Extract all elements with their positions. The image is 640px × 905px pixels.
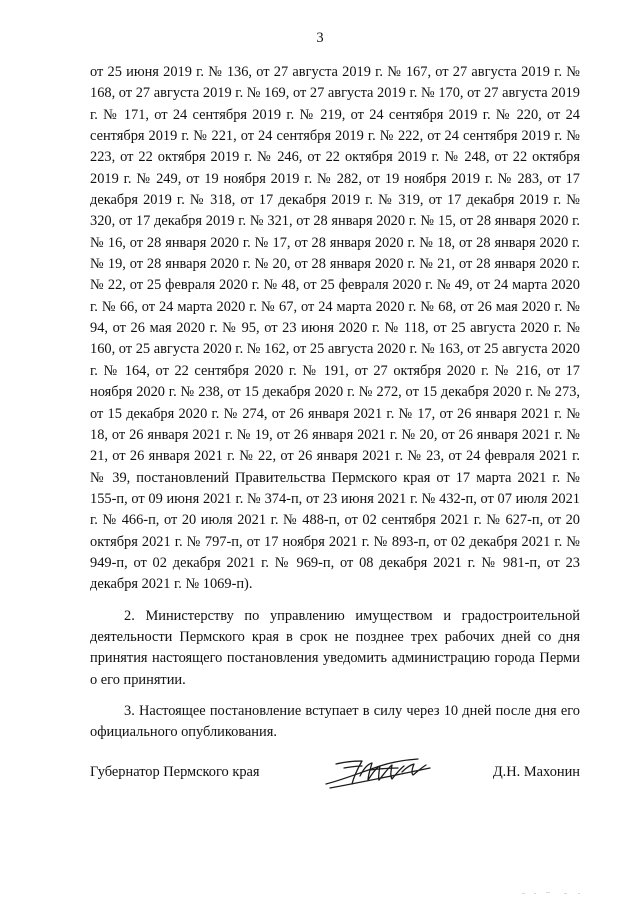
paragraph-item-2: 2. Министерству по управлению имуществом и градостроительной деятельности Пермского края в срок не позднее трех рабочих дней со дня принятия настоящего постановления уведомить администрацию города Перми о его принятии. — [90, 607, 580, 688]
signer-position: Губернатор Пермского края — [90, 764, 260, 780]
scan-artifact — [520, 892, 590, 895]
paragraph-list-of-acts: от 25 июня 2019 г. № 136, от 27 августа 2019 г. № 167, от 27 августа 2019 г. № 168, от 27 августа 2019 г. № 169, от 27 августа 2019 г. № 170, от 27 августа 2019 г. № 171, от 24 сентября 2019 г. № 219, от 24 сентября 2019 г. № 220, от 24 сентября 2019 г. № 221, от 24 сентября 2019 г. № 222, от 24 сентября 2019 г. № 223, от 22 октября 2019 г. № 246, от 22 октября 2019 г. № 248, от 22 октября 2019 г. № 249, от 19 ноября 2019 г. № 282, от 19 ноября 2019 г. № 283, от 17 декабря 2019 г. № 318, от 17 декабря 2019 г. № 319, от 17 декабря 2019 г. № 320, от 17 декабря 2019 г. № 321, от 28 января 2020 г. № 15, от 28 января 2020 г. № 16, от 28 января 2020 г. № 17, от 28 января 2020 г. № 18, от 28 января 2020 г. № 19, от 28 января 2020 г. № 20, от 28 января 2020 г. № 21, от 28 января 2020 г. № 22, от 25 февраля 2020 г. № 48, от 25 февраля 2020 г. № 49, от 24 марта 2020 г. № 66, от 24 марта 2020 г. № 67, от 24 марта 2020 г. № 68, от 26 мая 2020 г. № 94, от 26 мая 2020 г. № 95, от 23 июня 2020 г. № 118, от 25 августа 2020 г. № 160, от 25 августа 2020 г. № 162, от 25 августа 2020 г. № 163, от 25 августа 2020 г. № 164, от 22 сентября 2020 г. № 191, от 27 октября 2020 г. № 216, от 17 ноября 2020 г. № 238, от 15 декабря 2020 г. № 272, от 15 декабря 2020 г. № 273, от 15 декабря 2020 г. № 274, от 26 января 2021 г. № 17, от 26 января 2021 г. № 18, от 26 января 2021 г. № 19, от 26 января 2021 г. № 20, от 26 января 2021 г. № 21, от 26 января 2021 г. № 22, от 26 января 2021 г. № 23, от 24 февраля 2021 г. № 39, постановлений Правительства Пермского края от 17 марта 2021 г. № 155-п, от 09 июня 2021 г. № 374-п, от 23 июня 2021 г. № 432-п, от 07 июля 2021 г. № 466-п, от 20 июля 2021 г. № 488-п, от 02 сентября 2021 г. № 627-п, от 20 октября 2021 г. № 797-п, от 17 ноября 2021 г. № 893-п, от 02 декабря 2021 г. № 949-п, от 02 декабря 2021 г. № 969-п, от 08 декабря 2021 г. № 981-п, от 23 декабря 2021 г. № 1069-п). — [90, 64, 580, 593]
paragraph-item-3: 3. Настоящее постановление вступает в силу через 10 дней после дня его официального опубликования. — [90, 702, 580, 741]
signature-block — [90, 758, 580, 798]
document-body — [90, 62, 580, 744]
signer-name: Д.Н. Махонин — [492, 764, 580, 780]
handwritten-signature — [322, 750, 434, 792]
page-number: 3 — [316, 30, 324, 46]
